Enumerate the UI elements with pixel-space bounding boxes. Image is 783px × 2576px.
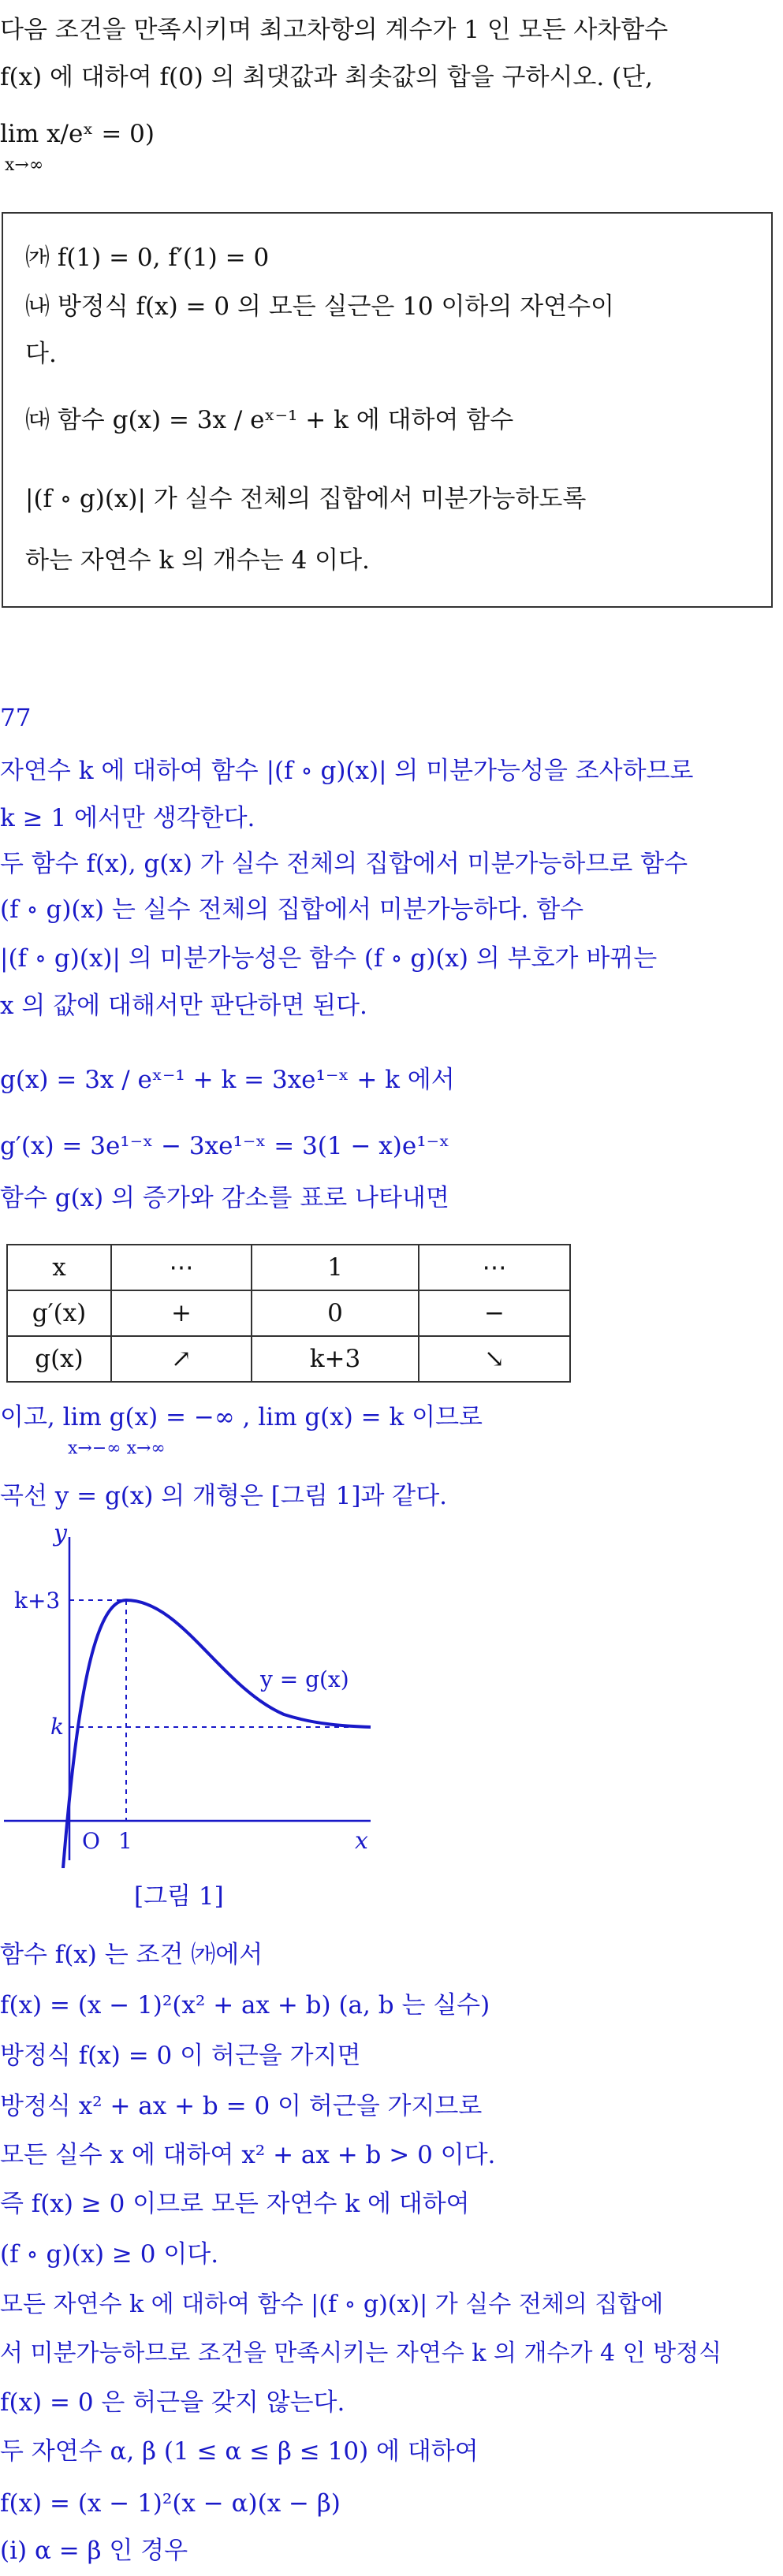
curve-label: y = g(x): [260, 1666, 349, 1692]
table-cell: 0: [252, 1290, 419, 1336]
solution-line: g(x) = 3x / eˣ⁻¹ + k = 3xe¹⁻ˣ + k 에서: [0, 1066, 455, 1094]
graph-figure: [0, 1521, 410, 1868]
condition-b-cont: 다.: [25, 340, 57, 368]
problem-line-2: f(x) 에 대하여 f(0) 의 최댓값과 최솟값의 합을 구하시오. (단,: [0, 63, 653, 91]
solution-line: k ≥ 1 에서만 생각한다.: [0, 804, 255, 832]
solution-line: 함수 g(x) 의 증가와 감소를 표로 나타내면: [0, 1184, 449, 1212]
table-cell: g′(x): [7, 1290, 111, 1336]
solution-line: (ⅰ) α = β 인 경우: [0, 2537, 188, 2565]
solution-line: (f ∘ g)(x) ≥ 0 이다.: [0, 2240, 219, 2269]
condition-c: ㈐ 함수 g(x) = 3x / eˣ⁻¹ + k 에 대하여 함수: [25, 406, 514, 434]
solution-line: 함수 f(x) 는 조건 ㈎에서: [0, 1941, 263, 1969]
problem-line-1: 다음 조건을 만족시키며 최고차항의 계수가 1 인 모든 사차함수: [0, 16, 669, 44]
k-label: k: [50, 1714, 64, 1740]
figure-caption: [그림 1]: [134, 1882, 224, 1911]
table-row: [7, 1290, 570, 1336]
solution-line: f(x) = (x − 1)²(x² + ax + b) (a, b 는 실수): [0, 1991, 490, 2019]
tick-1-label: 1: [118, 1828, 132, 1854]
solution-line: 방정식 x² + ax + b = 0 이 허근을 가지므로: [0, 2092, 483, 2120]
solution-line: 이고, lim g(x) = −∞ , lim g(x) = k 이므로: [0, 1403, 483, 1431]
curve-g: [63, 1600, 371, 1868]
problem-line-3: lim x/eˣ = 0): [0, 120, 155, 148]
table-cell: ↘: [419, 1336, 570, 1382]
solution-line: 곡선 y = g(x) 의 개형은 [그림 1]과 같다.: [0, 1482, 448, 1510]
solution-line: 서 미분가능하므로 조건을 만족시키는 자연수 k 의 개수가 4 인 방정식: [0, 2340, 722, 2367]
table-row: [7, 1336, 570, 1382]
solution-line: x 의 값에 대해서만 판단하면 된다.: [0, 992, 367, 1020]
solution-line: (f ∘ g)(x) 는 실수 전체의 집합에서 미분가능하다. 함수: [0, 895, 584, 924]
limit-subscripts: x→−∞ x→∞: [68, 1439, 166, 1458]
y-axis-label: y: [54, 1521, 67, 1547]
solution-line: f(x) = 0 은 허근을 갖지 않는다.: [0, 2388, 345, 2417]
table-cell: g(x): [7, 1336, 111, 1382]
table-cell: ↗: [111, 1336, 252, 1382]
problem-limit-subscript: x→∞: [5, 155, 44, 175]
solution-line: |(f ∘ g)(x)| 의 미분가능성은 함수 (f ∘ g)(x) 의 부호가 바뀌는: [0, 944, 658, 973]
solution-line: 두 함수 f(x), g(x) 가 실수 전체의 집합에서 미분가능하므로 함수: [0, 850, 688, 878]
solution-number: 77: [0, 704, 32, 732]
solution-line: f(x) = (x − 1)²(x − α)(x − β): [0, 2489, 341, 2518]
table-cell: 1: [252, 1245, 419, 1290]
table-cell: ⋯: [419, 1245, 570, 1290]
conditions-box: [2, 212, 773, 608]
solution-line: 방정식 f(x) = 0 이 허근을 가지면: [0, 2042, 361, 2070]
solution-line: 모든 실수 x 에 대하여 x² + ax + b > 0 이다.: [0, 2141, 496, 2169]
solution-line: 모든 자연수 k 에 대하여 함수 |(f ∘ g)(x)| 가 실수 전체의 집합에: [0, 2291, 664, 2318]
condition-b: ㈏ 방정식 f(x) = 0 의 모든 실근은 10 이하의 자연수이: [25, 292, 614, 321]
table-row: [7, 1245, 570, 1290]
table-cell: ⋯: [111, 1245, 252, 1290]
k3-label: k+3: [14, 1588, 61, 1614]
condition-c-cont2: 하는 자연수 k 의 개수는 4 이다.: [25, 546, 370, 575]
x-axis-label: x: [355, 1827, 368, 1855]
condition-a: ㈎ f(1) = 0, f′(1) = 0: [25, 244, 270, 272]
table-cell: x: [7, 1245, 111, 1290]
origin-label: O: [82, 1828, 100, 1854]
increase-decrease-table: [6, 1244, 571, 1383]
condition-c-cont1: |(f ∘ g)(x)| 가 실수 전체의 집합에서 미분가능하도록: [25, 485, 587, 513]
solution-line: g′(x) = 3e¹⁻ˣ − 3xe¹⁻ˣ = 3(1 − x)e¹⁻ˣ: [0, 1132, 450, 1160]
table-cell: −: [419, 1290, 570, 1336]
table-cell: +: [111, 1290, 252, 1336]
solution-line: 두 자연수 α, β (1 ≤ α ≤ β ≤ 10) 에 대하여: [0, 2437, 479, 2466]
solution-line: 자연수 k 에 대하여 함수 |(f ∘ g)(x)| 의 미분가능성을 조사하므로: [0, 757, 694, 785]
solution-line: 즉 f(x) ≥ 0 이므로 모든 자연수 k 에 대하여: [0, 2190, 470, 2218]
table-cell: k+3: [252, 1336, 419, 1382]
